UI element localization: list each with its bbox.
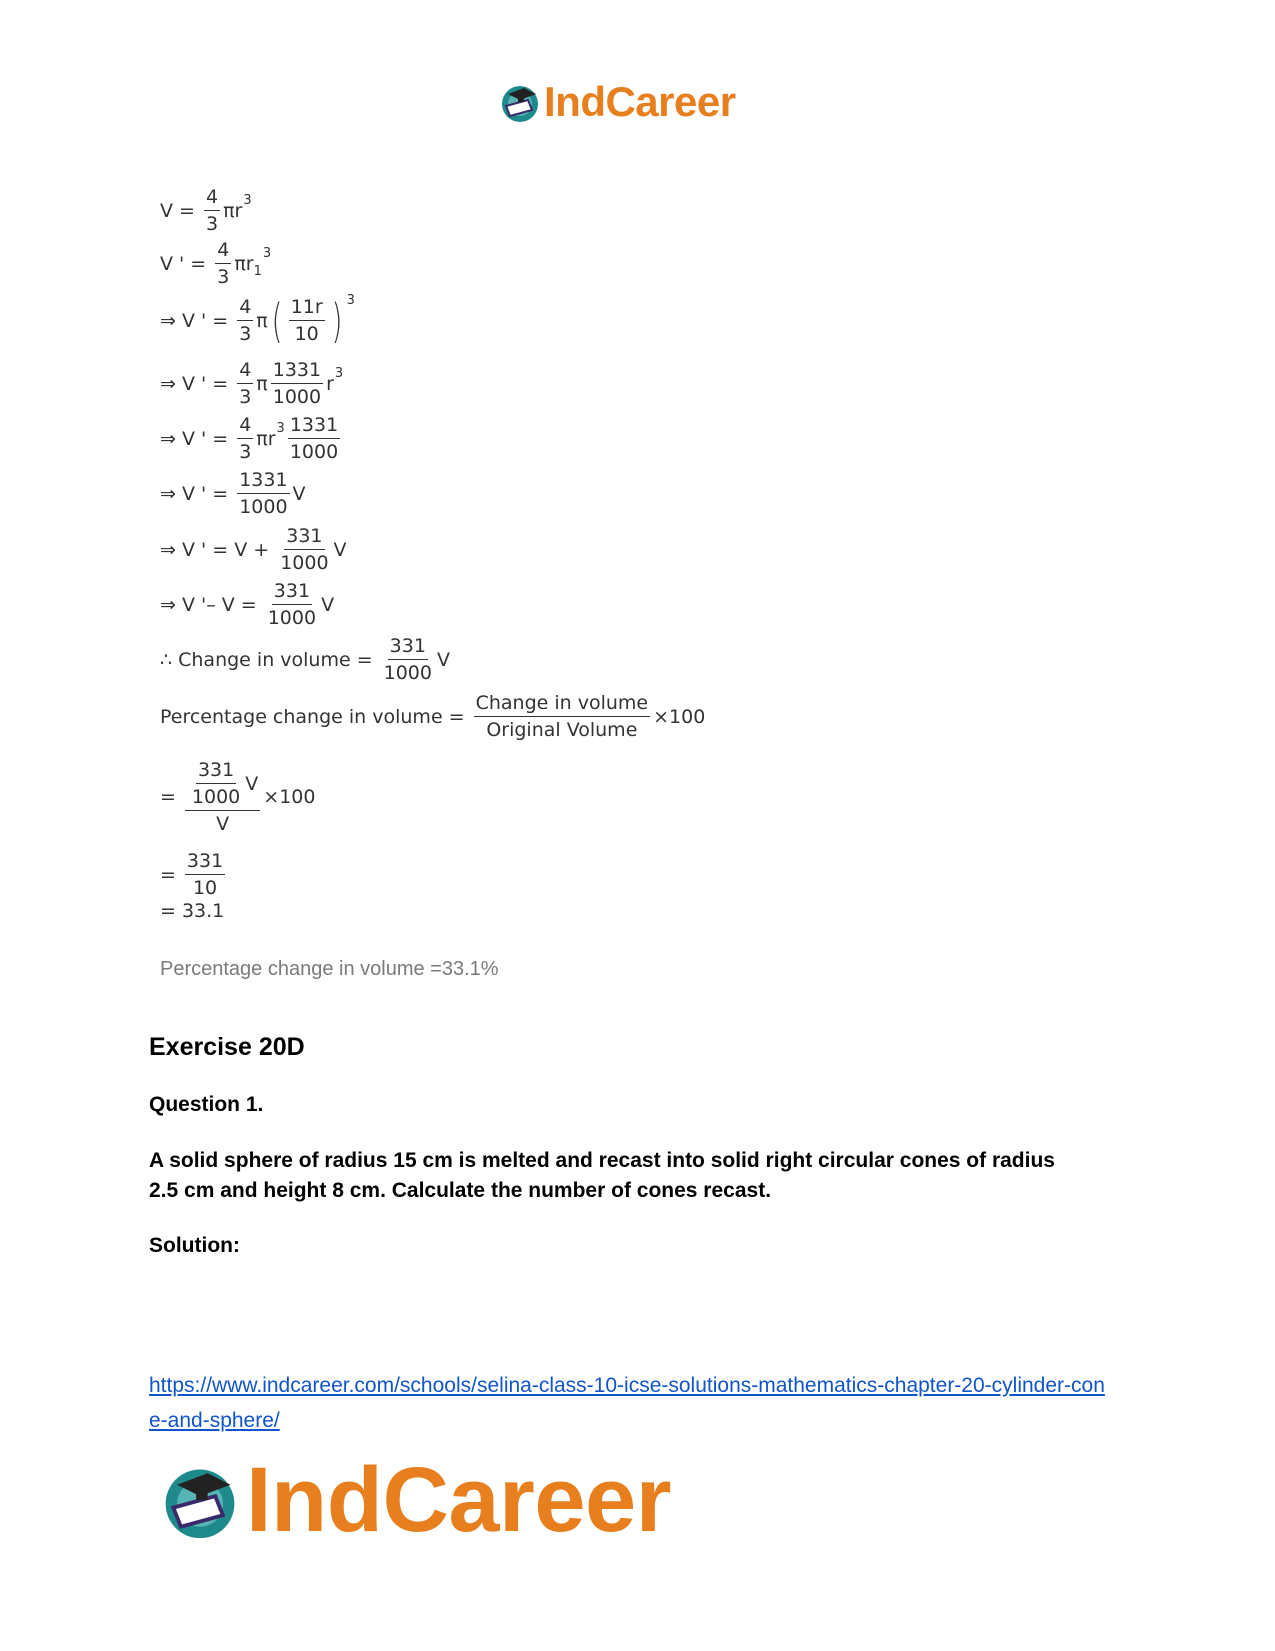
- source-link[interactable]: https://www.indcareer.com/schools/selina-class-10-icse-solutions-mathematics-chapter-20-cylinder-cone-and-sphere/: [149, 1374, 1105, 1432]
- exercise-heading: Exercise 20D: [149, 1033, 305, 1061]
- math-line-9: ∴ Change in volume = $\frac{331}{1000}$ V: [160, 635, 450, 684]
- math-line-10: Percentage change in volume = $\frac{\text{Change in volume}}{\text{Original Volume}}$ ×100: [160, 692, 706, 741]
- graduation-cap-globe-icon: [498, 80, 542, 124]
- question-label: Question 1.: [149, 1093, 264, 1116]
- math-line-4: ⇒ V ' = $\frac{4}{3}$ π $\frac{1331}{1000}$ r 3: [160, 359, 344, 408]
- logo-wordmark: IndCareer: [246, 1448, 671, 1551]
- math-line-5: ⇒ V ' = $\frac{4}{3}$ πr 3 $\frac{1331}{1000}$: [160, 414, 339, 463]
- header-logo: [498, 78, 736, 126]
- math-line-7: ⇒ V ' = V + $\frac{331}{1000}$ V: [160, 525, 347, 574]
- math-line-13: = 33.1: [160, 900, 225, 922]
- math-line-3: ⇒ V ' = $\frac{4}{3}$ π ( $\frac{11r}{10}$ ) 3: [160, 293, 355, 348]
- question-text: A solid sphere of radius 15 cm is melted and recast into solid right circular cones of radius 2.5 cm and height 8 cm. Calculate the number of cones recast.: [149, 1149, 1055, 1202]
- math-line-1: V = $\frac{4}{3}$ πr 3: [160, 186, 252, 235]
- result-note: Percentage change in volume =33.1%: [160, 958, 499, 980]
- logo-wordmark: IndCareer: [544, 78, 736, 125]
- solution-label: Solution:: [149, 1234, 240, 1257]
- math-line-2: V ' = $\frac{4}{3}$ πr 1 3: [160, 239, 272, 288]
- footer-logo: [158, 1448, 671, 1551]
- graduation-cap-globe-icon: [158, 1458, 242, 1542]
- math-line-6: ⇒ V ' = $\frac{1331}{1000}$ V: [160, 469, 306, 518]
- math-line-8: ⇒ V '– V = $\frac{331}{1000}$ V: [160, 580, 335, 629]
- math-line-11: = $\frac{331}{1000}$ V V ×100: [160, 759, 316, 835]
- math-line-12: = $\frac{331}{10}$: [160, 850, 224, 899]
